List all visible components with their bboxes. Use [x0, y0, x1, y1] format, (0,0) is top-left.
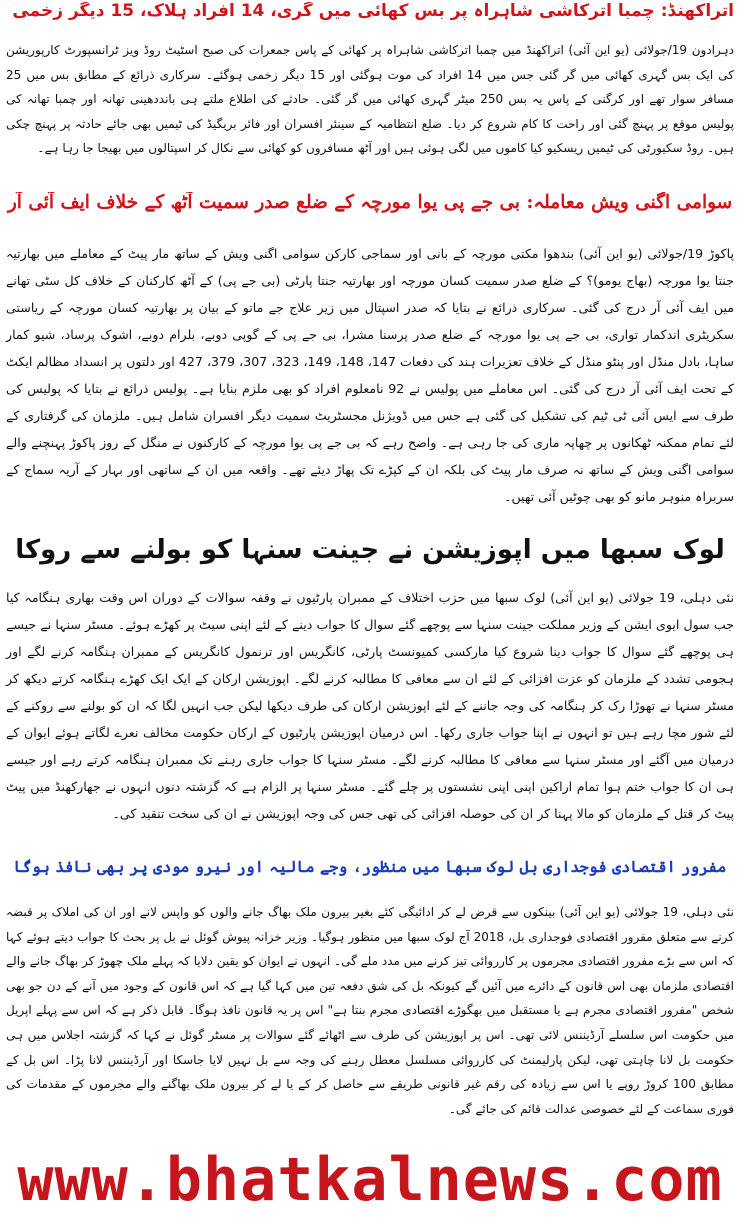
headline-lok-sabha-jayant-sinha: لوک سبھا میں اپوزیشن نے جینت سنہا کو بولنے سے روکا — [15, 536, 725, 565]
headline-fugitive-offenders-bill: مفرور اقتصادی فوجداری بل لوک سبھا میں منظور، وجے مالیہ اور نیرو مودی پر بھی نافذ ہوگا — [13, 858, 727, 876]
headline-agnivesh-fir: سوامی اگنی ویش معاملہ: بی جے پی یوا مورچہ کے ضلع صدر سمیت آٹھ کے خلاف ایف آئی آر — [7, 192, 733, 213]
article-body-fugitive-offenders-bill: نئی دہلی، 19 جولائی (یو این آئی) بینکوں سے قرض لے کر ادائیگی کئے بغیر بیرون ملک بھاگ جانے والوں کو واپس لانے اور ان کی املاک پر قبضہ کرنے سے متعلق مفرور اقتصادی فوجداری بل، 2018 آج لوک سبھا میں منظور ہوگیا۔ وزیر خزانہ پیوش گوئل نے بل پر بحث کا جواب دیتے ہوئے کہا کہ اس سے بڑے مفرور اقتصادی مجرموں پر کارروائی تیز کرنے میں مدد ملے گی۔ انہوں نے ایوان کو یقین دلایا کہ پہلے ملک چھوڑ کر بھاگ جانے والے اقتصادی ملزمان بھی اس قانون کے دائرے میں آئیں گے کیونکہ بل کی شق دفعہ تین میں کہا گیا ہے کہ اس قانون کے وجود میں آنے کے دن جو بھی شخص "مفرور اقتصادی مجرم ہے یا مستقبل میں بھگوڑے اقتصادی مجرم بنتا ہے" اس پر یہ قانون نافذ ہوگا۔ قابل ذکر ہے کہ اس سے پہلے اپریل میں حکومت اس سلسلے آرڈیننس لائی تھی۔ اس پر اپوزیشن کی طرف سے اٹھائے گئے سوالات پر مسٹر گوئل نے کہا کہ گزشتہ اجلاس میں ہی حکومت بل لانا چاہتی تھی، لیکن پارلیمنٹ کی کارروائی مسلسل معطل رہنے کی وجہ سے بل نہیں لایا جاسکا اور آرڈیننس لانا پڑا۔ اس بل کے مطابق 100 کروڑ روپے یا اس سے زیادہ کی رقم غیر قانونی طریقے سے حاصل کر کے یا لے کر بیرون ملک بھاگنے والے مجرموں کے مقدمات کی فوری سماعت کے لئے خصوصی عدالت قائم کی جائے گی۔ — [6, 905, 735, 1116]
article-body-agnivesh-fir: پاکوڑ 19/جولائی (یو این آئی) بندھوا مکتی مورچہ کے بانی اور سماجی کارکن سوامی اگنی ویش کے ساتھ مار پیٹ کے معاملے میں بھارتیہ جنتا یوا مورچہ (بھاج یومو)؟ کے ضلع صدر سمیت کسان مورچہ اور بھارتیہ جنتا پارٹی (بی جے پی) کے آٹھ کارکنان کے خلاف کل سٹی تھانے میں ایف آئی آر درج کی گئی۔ سرکاری ذرائع نے بتایا کہ صدر اسپتال میں زیر علاج جے ماتو کے بیان پر بھارتیہ کسان مورچہ کے ریاستی سکریٹری اندکمار تواری، بی جے پی یوا مورچہ کے ضلع صدر پرسنا مشرا، بی جے پی کے گوپی دوبے، بلرام دوبے، اشوک پرساد، شیو کمار ساہا، بادل منڈل اور پنٹو منڈل کے خلاف تعزیرات ہند کی دفعات 147، 148، 149، 323، 307، 379، 427 اور دلتوں پر انسداد مظالم ایکٹ کے تحت ایف آئی آر درج کی گئی۔ اس معاملے میں پولیس نے 92 نامعلوم افراد کو بھی ملزم بنایا ہے۔ پولیس ذرائع نے بتایا کہ پولیس کی طرف سے ایس آئی ٹی ٹیم کی تشکیل کی گئی ہے جس میں ڈویژنل مجسٹریٹ سمیت دیگر افسران شامل ہیں۔ ملزمان کی گرفتاری کے لئے تمام ممکنہ ٹھکانوں پر چھاپہ ماری کی جا رہی ہے۔ واضح رہے کہ بی جے پی یوا مورچہ کے کارکنوں نے منگل کے روز پاکوڑ پہنچنے والے سوامی اگنی ویش کے ساتھ نہ صرف مار پیٹ کی بلکہ ان کے کپڑے تک پھاڑ دیئے تھے۔ واقعہ میں ان کے ساتھی اور بہار کے آریہ سماج کے سربراہ منوہر مانو کو بھی چوٹیں آئی تھیں۔ — [6, 246, 734, 504]
article-body-lok-sabha-jayant-sinha: نئی دہلی، 19 جولائی (یو این آئی) لوک سبھا میں حزب اختلاف کے ممبران پارٹیوں نے وقفہ سوالات کے دوران اس وقت بھاری ہنگامہ کیا جب سول ایوی ایشن کے وزیر مملکت جینت سنہا سے پوچھے گئے سوال کا جواب دینے کے لئے اپنی سیٹ پر کھڑے ہوئے۔ مسٹر سنہا نے جیسے ہی پوچھے گئے سوال کا جواب دینا شروع کیا مارکسی کمیونسٹ پارٹی، کانگریس اور ترنمول کانگریس کے ممبران ہنگامہ کرنے لگے اور ہجومی تشدد کے ملزمان کو عزت افزائی کے لئے ان سے معافی کا مطالبہ کرنے لگے۔ اپوزیشن ارکان کے ایک ایک کھڑے ہنگامہ کرتے دیکھ کر مسٹر سنہا نے تھوڑا رک کر ہنگامہ کی وجہ جاننے کے لئے اپوزیشن ارکان کی طرف دیکھا لیکن جب انہیں لگا کہ ان کو بولنے سے روکنے کے لئے شور مچا رہے ہیں تو انہوں نے اپنا جواب جاری رکھا۔ اس درمیان اپوزیشن پارٹیوں کے ارکان حکومت مخالف نعرے لگاتے ہوئے ایوان کے درمیان میں آگئے اور مسٹر سنہا سے معافی کا مطالبہ کرنے لگے۔ مسٹر سنہا کا جواب جاری رہنے تک ممبران ہنگامہ کرتے رہے اور جیسے ہی ان کا جواب ختم ہوا تمام اراکین اپنی اپنی نشستوں پر چلے گئے۔ مسٹر سنہا پر الزام ہے کہ گزشتہ دنوں انہوں نے جھارکھنڈ میں پیٹ پیٹ کر قتل کے ملزمان کو مالا پہنا کر ان کی حوصلہ افزائی کی تھی جس کی وجہ اپوزیشن نے ان کی سخت تنقید کی۔ — [6, 590, 734, 821]
headline-bus-accident: اتراکھنڈ: چمبا اترکاشی شاہراہ پر بس کھائی میں گری، 14 افراد ہلاک، 15 دیگر زخمی — [12, 2, 734, 21]
article-body-bus-accident: دہرادون 19/جولائی (یو این آئی) اتراکھنڈ میں چمبا اترکاشی شاہراہ پر کھائی کے پاس جمعرات کی صبح اسٹیٹ روڈ ویز ٹرانسپورٹ کارپوریشن کی ایک بس گہری کھائی میں گر گئی جس میں 14 افراد کی موت ہوگئی اور 15 دیگر زخمی ہوگئے۔ سرکاری ذرائع کے مطابق بس میں 25 مسافر سوار تھے اور کرگنی کے پاس یہ بس 250 میٹر گہری کھائی میں گر گئی۔ حادثے کی اطلاع ملتے ہی بانددھینی تھانہ اور چمبا تھانہ کی پولیس موقع پر پہنچ گئی اور راحت کا کام شروع کر دیا۔ ضلع انتظامیہ کے سینئر افسران اور فائر بریگیڈ کی ٹیمیں بھی جائے حادثہ پر پہنچ چکی ہیں۔ روڈ سکیورٹی کی ٹیمیں ریسکیو کیا کاموں میں لگی ہوئی ہیں اور آٹھ مسافروں کو کھائی سے نکال کر اسپتالوں میں بھیجا جا رہا ہے۔ — [6, 43, 734, 156]
site-watermark: www.bhatkalnews.com — [17, 1145, 723, 1215]
